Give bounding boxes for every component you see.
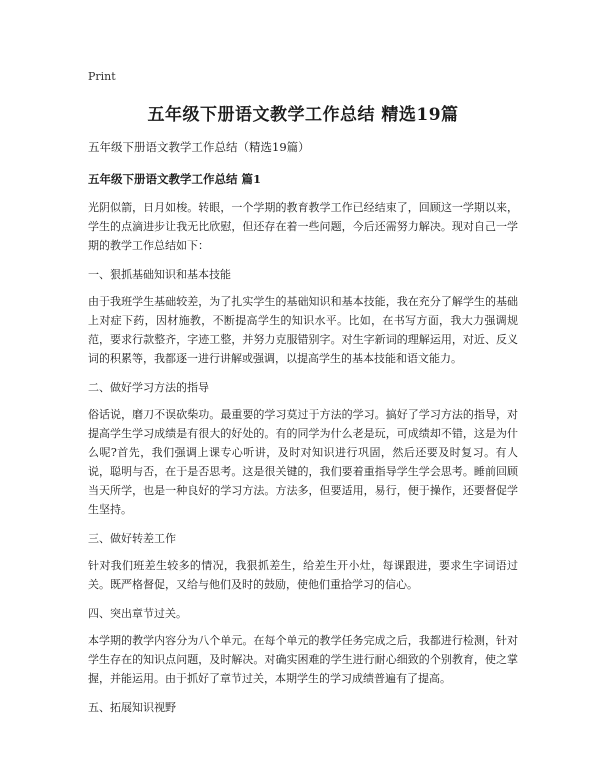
item-paragraph-2: 俗话说，磨刀不误砍柴功。最重要的学习莫过于方法的学习。搞好了学习方法的指导，对提高学生学习成绩是有很大的好处的。有的同学为什么老是玩，可成绩却不错，这是为什么呢?首先，我们强调上课专心听讲，及时对知识进行巩固，然后还要及时复习。有人说，聪明与否，在于是否思考。这是很关键的，我们要着重指导学生学会思考。睡前回顾当天所学，也是一种良好的学习方法。方法多，但要适用，易行，便于操作，还要督促学生坚持。	[88, 408, 518, 516]
section-heading: 五年级下册语文教学工作总结 篇1	[88, 172, 262, 186]
document-title: 五年级下册语文教学工作总结 精选19篇	[147, 105, 459, 125]
print-label[interactable]: Print	[88, 70, 116, 83]
item-paragraph-4: 本学期的教学内容分为八个单元。在每个单元的教学任务完成之后，我都进行检测，针对学生存在的知识点问题，及时解决。对确实困难的学生进行耐心细致的个别教育，使之掌握，并能运用。由于抓好了章节过关，本期学生的学习成绩普遍有了提高。	[88, 634, 518, 685]
item-heading-5: 五、拓展知识视野	[88, 701, 176, 714]
document-subtitle: 五年级下册语文教学工作总结（精选19篇）	[88, 140, 310, 154]
document-page	[88, 70, 518, 725]
item-paragraph-1: 由于我班学生基础较差，为了扎实学生的基础知识和基本技能，我在充分了解学生的基础上对症下药，因材施教，不断提高学生的知识水平。比如，在书写方面，我大力强调规范，要求行款整齐，字迹工整，并努力克服错别字。对生字新词的理解运用，对近、反义词的积累等，我都逐一进行讲解或强调，以提高学生的基本技能和语文能力。	[88, 295, 518, 365]
item-heading-3: 三、做好转差工作	[88, 532, 176, 545]
item-heading-1: 一、狠抓基础知识和基本技能	[88, 268, 231, 281]
item-paragraph-3: 针对我们班差生较多的情况，我狠抓差生，给差生开小灶，每课跟进，要求生字词语过关。既严格督促，又给与他们及时的鼓励，使他们重拾学习的信心。	[88, 559, 518, 591]
intro-paragraph: 光阴似箭，日月如梭。转眼，一个学期的教育教学工作已经结束了，回顾这一学期以来，学生的点滴进步让我无比欣慰，但还存在着一些问题，今后还需努力解决。现对自己一学期的教学工作总结如下：	[88, 201, 518, 252]
item-heading-4: 四、突出章节过关。	[88, 607, 187, 620]
item-heading-2: 二、做好学习方法的指导	[88, 381, 209, 394]
